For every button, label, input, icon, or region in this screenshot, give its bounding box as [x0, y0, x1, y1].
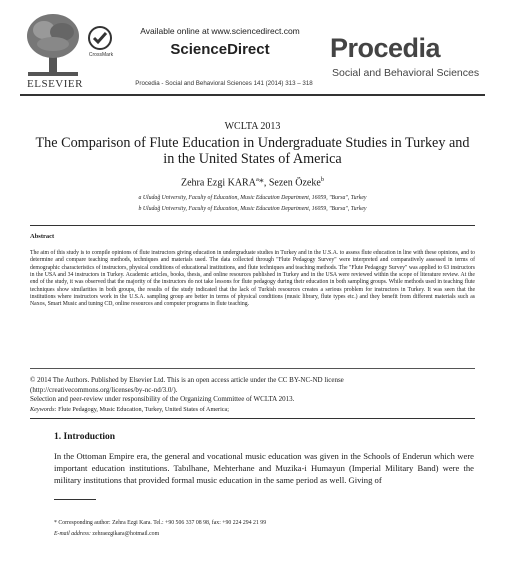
email-footnote — [54, 531, 159, 537]
license-line-1: © 2014 The Authors. Published by Elsevier Ltd. This is an open access article under the CC BY-NC-ND license — [30, 376, 344, 384]
sciencedirect-logo: ScienceDirect — [170, 41, 270, 58]
footnote-divider — [54, 499, 96, 500]
email-address[interactable]: zehraezgikara@hotmail.com — [90, 531, 160, 537]
crossmark-label: CrossMark — [88, 52, 114, 58]
crossmark-icon[interactable] — [88, 26, 112, 50]
article-title: The Comparison of Flute Education in Undergraduate Studies in Turkey and in the United States of America — [35, 135, 470, 167]
keywords-text: Flute Pedagogy, Music Education, Turkey, United States of America; — [56, 406, 230, 413]
affiliation-b: b Uludağ University, Faculty of Education, Music Education Department, 16059, "Bursa", Turkey — [138, 206, 367, 212]
affiliation-a: a Uludağ University, Faculty of Education, Music Education Department, 16059, "Bursa", Turkey — [138, 195, 367, 201]
author-2: Sezen Özeke — [268, 177, 321, 189]
conference-name: WCLTA 2013 — [224, 121, 281, 132]
keywords-divider — [30, 418, 475, 419]
email-label: E-mail address: — [54, 531, 91, 537]
available-online-text: Available online at www.sciencedirect.com — [140, 26, 300, 36]
author-line — [0, 176, 505, 188]
author-1-affil-mark: a — [255, 176, 259, 183]
abstract-text: The aim of this study is to compile opinions of flute instructors giving education in undergraduate studies in Turkey and in the U.S.A. to assess flute education in line with these opinions, and to determine and compare teaching methods, techniques and materials used. The data collected through "Flute Pedagogy Survey" were interpreted and comparatively assessed in terms of demographic characteristics of instructors, physical conditions of educational institutions, and flute techniques and teaching methods. The "Flute Pedagogy Survey" was applied to 63 instructors in the USA and 34 instructors in Turkey. Academic articles, books, thesis, and online resources published in Turkey and in the USA were reviewed within the scope of literature review. At the end of the study, it was observed that the majority of the instructors do not take lessons for flute pedagogy during their education in both sampling groups. While methods used in teaching flute techniques show similarities in both groups, the results of the study indicated that the lack of Turkish resources creates a serious problem for instructors in Turkey. It was seen that the institutions where instructors work in the U.S.A. sampling group are better in terms of physical conditions (music library, flute types etc.) and they benefit from different materials such as Naxos, Smart Music and tuning CD, online resources and computer programs in flute teaching. — [30, 250, 475, 308]
abstract-bottom-divider — [30, 368, 475, 369]
abstract-top-divider — [30, 225, 475, 226]
publisher-name: ELSEVIER — [27, 78, 83, 90]
keywords-label: Keywords: — [30, 406, 57, 413]
corresponding-mark: *, — [258, 177, 269, 189]
introduction-text: In the Ottoman Empire era, the general and vocational music education was given in the Schools of Enderun which were important education institutions. Tabılhane, Mehterhane and Muzika-i Humayun (Imperial Military Band) were the military institutions that provided formal music education in the same period as well. Giving of — [54, 451, 474, 485]
author-1: Zehra Ezgi KARA — [180, 177, 256, 189]
procedia-logo: Procedia — [330, 33, 441, 63]
journal-citation: Procedia - Social and Behavioral Sciences 141 (2014) 313 – 318 — [135, 80, 313, 87]
license-link[interactable]: (http://creativecommons.org/licenses/by-nc-nd/3.0/). — [30, 385, 178, 394]
corresponding-author-footnote: * Corresponding author: Zehra Ezgi Kara. Tel.: +90 506 337 08 98, fax: +90 224 294 21 99 — [54, 520, 267, 526]
header-divider — [20, 94, 485, 96]
keywords-line — [30, 406, 475, 413]
license-block — [30, 376, 475, 405]
abstract-heading: Abstract — [30, 233, 55, 240]
introduction-heading: 1. Introduction — [54, 432, 116, 442]
peer-review-line: Selection and peer-review under responsibility of the Organizing Committee of WCLTA 2013. — [30, 395, 295, 403]
author-2-affil-mark: b — [320, 176, 325, 183]
procedia-subtitle: Social and Behavioral Sciences — [332, 67, 480, 79]
